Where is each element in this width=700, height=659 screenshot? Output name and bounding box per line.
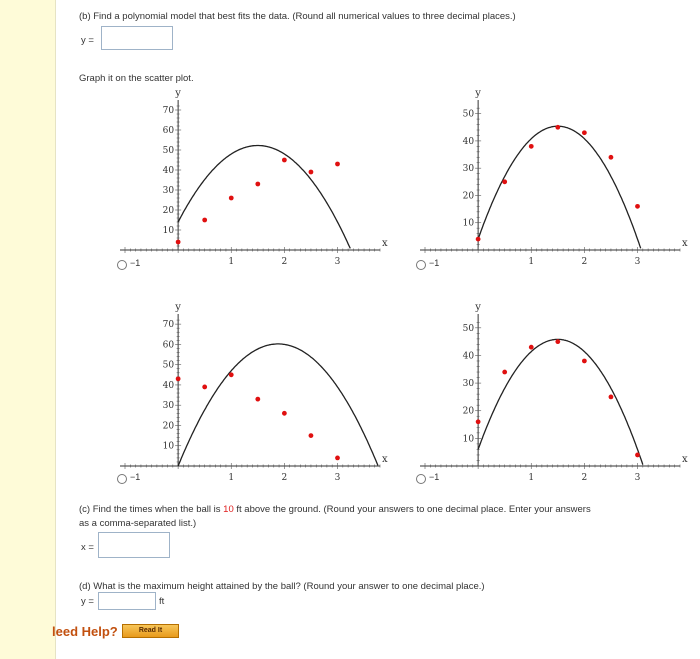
data-point: [335, 162, 340, 167]
need-help-label: leed Help?: [52, 624, 118, 639]
x-tick-label: 2: [281, 257, 288, 267]
y-tick-label: 70: [162, 106, 175, 116]
data-point: [282, 411, 287, 416]
y-tick-label: 20: [462, 406, 475, 417]
x-tick-label: 2: [281, 473, 288, 483]
y-tick-label: 10: [462, 434, 475, 445]
x-tick-label: 2: [581, 257, 588, 267]
data-point: [309, 433, 314, 438]
y-tick-label: 20: [462, 191, 475, 202]
scatter-plot-1: [120, 88, 388, 267]
plot-option-label-2: −1: [429, 258, 440, 268]
data-point: [502, 370, 507, 375]
read-it-button[interactable]: Read It: [122, 624, 179, 638]
plot-option-label-4: −1: [429, 472, 440, 482]
scatter-plot-4: [420, 302, 688, 483]
x-axis-label: x: [382, 238, 388, 249]
y-tick-label: 50: [162, 360, 175, 371]
y-tick-label: 30: [162, 186, 175, 196]
part-b-question: (b) Find a polynomial model that best fits the data. (Round all numerical values to three decimal places.): [79, 11, 516, 22]
x-axis-label: x: [682, 454, 688, 465]
graph-prompt: Graph it on the scatter plot.: [79, 73, 194, 84]
y-tick-label: 10: [162, 441, 175, 452]
y-tick-label: 60: [162, 340, 175, 351]
y-tick-label: 40: [162, 166, 175, 176]
model-curve: [478, 126, 641, 248]
x-tick-label: 1: [228, 473, 235, 483]
data-point: [176, 376, 181, 381]
y-axis-label: y: [475, 88, 481, 99]
data-point: [609, 155, 614, 160]
data-point: [202, 385, 207, 390]
data-point: [202, 218, 207, 223]
data-point: [255, 182, 260, 187]
y-axis-label: y: [175, 302, 181, 313]
x-tick-label: 3: [634, 257, 641, 267]
part-c-question-pre: (c) Find the times when the ball is: [79, 504, 224, 515]
data-point: [476, 237, 481, 242]
y-tick-label: 70: [162, 320, 175, 331]
data-point: [335, 455, 340, 460]
part-d-question: (d) What is the maximum height attained by the ball? (Round your answer to one decimal place.): [79, 581, 485, 592]
data-point: [555, 125, 560, 130]
data-point: [635, 204, 640, 209]
plot-option-label-1: −1: [130, 258, 141, 268]
data-point: [229, 196, 234, 201]
model-curve: [478, 339, 643, 464]
part-c-x-label: x =: [81, 542, 94, 553]
y-tick-label: 50: [162, 146, 175, 156]
part-d-unit: ft: [159, 596, 165, 607]
x-tick-label: 1: [528, 257, 535, 267]
data-point: [476, 419, 481, 424]
data-point: [635, 453, 640, 458]
y-tick-label: 40: [462, 136, 475, 147]
part-c-question-post: ft above the ground. (Round your answers to one decimal place. Enter your answers: [233, 504, 591, 515]
data-point: [609, 395, 614, 400]
y-tick-label: 40: [162, 380, 175, 391]
x-axis-label: x: [382, 454, 388, 465]
times-input[interactable]: [98, 532, 170, 558]
part-c-question-line2: as a comma-separated list.): [79, 518, 197, 529]
data-point: [582, 359, 587, 364]
y-tick-label: 10: [462, 218, 475, 229]
y-axis-label: y: [475, 302, 481, 313]
y-tick-label: 30: [162, 401, 175, 412]
y-tick-label: 20: [162, 206, 175, 216]
y-tick-label: 30: [462, 164, 475, 175]
scatter-plot-2: [420, 88, 688, 267]
x-tick-label: 3: [634, 473, 641, 483]
data-point: [309, 170, 314, 175]
model-curve: [178, 146, 350, 249]
x-tick-label: 2: [581, 473, 588, 483]
max-height-input[interactable]: [98, 592, 156, 610]
part-c-height-value: 10: [223, 504, 234, 515]
data-point: [229, 372, 234, 377]
part-b-y-label: y =: [81, 35, 94, 46]
part-c-question: [79, 504, 591, 515]
data-point: [282, 158, 287, 163]
scatter-plot-3: [120, 302, 388, 483]
y-tick-label: 40: [462, 351, 475, 362]
model-curve: [178, 344, 378, 466]
data-point: [529, 144, 534, 149]
data-point: [582, 130, 587, 135]
data-point: [555, 339, 560, 344]
y-tick-label: 50: [462, 323, 475, 334]
x-axis-label: x: [682, 238, 688, 249]
x-tick-label: 3: [334, 473, 341, 483]
x-tick-label: 1: [528, 473, 535, 483]
data-point: [529, 345, 534, 350]
y-tick-label: 20: [162, 421, 175, 432]
data-point: [255, 397, 260, 402]
y-axis-label: y: [175, 88, 181, 99]
x-tick-label: 3: [334, 257, 341, 267]
y-tick-label: 10: [162, 226, 175, 236]
data-point: [502, 179, 507, 184]
x-tick-label: 1: [228, 257, 235, 267]
data-point: [176, 240, 181, 245]
y-tick-label: 60: [162, 126, 175, 136]
y-tick-label: 50: [462, 109, 475, 120]
y-tick-label: 30: [462, 379, 475, 390]
plot-option-label-3: −1: [130, 472, 141, 482]
part-d-y-label: y =: [81, 596, 94, 607]
